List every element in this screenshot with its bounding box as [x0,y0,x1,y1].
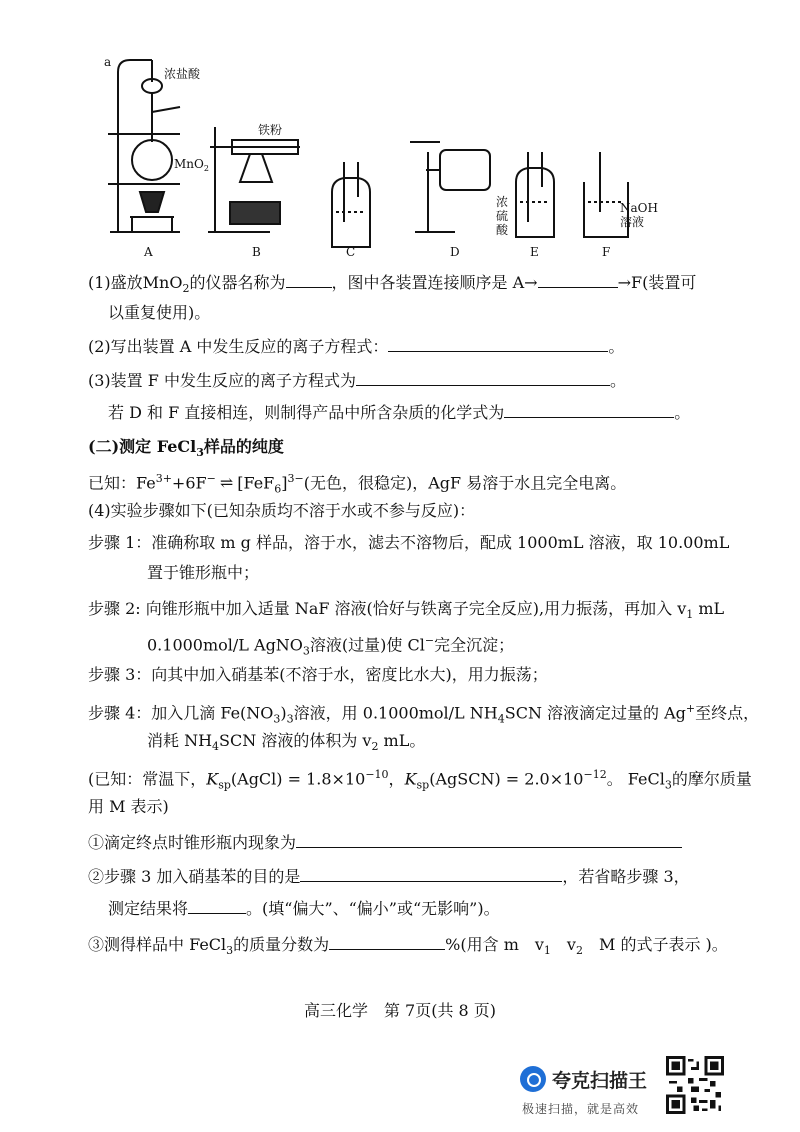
sub-question-2: ②步骤 3 加入硝基苯的目的是 ，若省略步骤 3， [88,867,690,886]
step-4: 步骤 4：加入几滴 $Fe(NO_3)_3$溶液，用 0.1000mol/L $NH_4SCN$ 溶液滴定过量的 Ag+至终点， [88,702,760,726]
answer-blank [356,371,610,386]
device-label-e: E [530,245,539,259]
device-e [516,152,554,237]
label-naoh: NaOH [620,201,658,215]
known-1: 已知：$Fe^{3+}+6F^-$ ⇌ $[FeF_6]^{3-}$(无色，很稳定)，AgF 易溶于水且完全电离。 [88,472,627,496]
device-c [332,162,370,247]
device-label-b: B [252,245,261,259]
answer-blank [296,833,682,848]
label-a: a [104,55,112,69]
scanner-logo-icon [520,1066,546,1092]
sub-question-2-cont: 测定结果将 。(填“偏大”、“偏小”或“无影响”)。 [108,899,500,918]
answer-blank [188,899,246,914]
sub-question-1: ①滴定终点时锥形瓶内现象为 [88,832,682,854]
question-3-cont: 若 D 和 F 直接相连，则制得产品中所含杂质的化学式为 。 [108,403,691,422]
device-b [208,127,300,232]
step-1: 步骤 1：准确称取 m g 样品，溶于水，滤去不溶物后，配成 1000mL 溶液，取 10.00mL [88,533,730,552]
known-2-cont: 用 M 表示) [88,797,169,816]
label-conc-h2so4-3: 酸 [496,223,509,237]
answer-blank [329,935,445,950]
question-1-cont: 以重复使用)。 [108,303,211,322]
qr-code-icon [666,1056,724,1114]
label-conc-hcl: 浓盐酸 [164,67,201,81]
device-label-a: A [144,245,153,259]
device-d [410,142,490,232]
scanner-watermark [520,1060,660,1120]
step-2-cont: 0.1000mol/L AgNO$_3$溶液(过量)使 Cl−完全沉淀； [147,634,515,658]
scanner-brand: 夸克扫描王 [552,1070,648,1092]
question-1: (1)盛放MnO$_2$的仪器名称为 ，图中各装置连接顺序是 A→ →F(装置可 [88,273,697,296]
known-2: (已知：常温下，$K_{sp}(AgCl) = 1.8\times 10^{-10}$，$K_{sp}(AgSCN) = 2.0\times 10^{-12}$。 FeCl$_3$的摩尔质量 [88,768,752,792]
step-2: 步骤 2: 向锥形瓶中加入适量 NaF 溶液(恰好与铁离子完全反应),用力振荡，再加入 $v_1$ mL [88,599,725,622]
answer-blank [504,403,674,418]
sub-question-3: ③测得样品中 FeCl$_3$的质量分数为 %(用含 m $v_1$ $v_2$ M 的式子表示 )。 [88,935,728,958]
step-4-cont: 消耗 $NH_4SCN$ 溶液的体积为 $v_2$ mL。 [147,731,426,754]
label-mno2: MnO$_2$ [174,157,209,173]
answer-blank [538,273,618,288]
question-3: (3)装置 F 中发生反应的离子方程式为 。 [88,371,626,390]
device-label-f: F [602,245,611,259]
scanner-slogan: 极速扫描，就是高效 [522,1102,640,1116]
step-1-cont: 置于锥形瓶中； [147,563,260,582]
label-iron-powder: 铁粉 [258,123,283,137]
question-4: (4)实验步骤如下(已知杂质均不溶于水或不参与反应)： [88,501,476,520]
question-2: (2)写出装置 A 中发生反应的离子方程式： 。 [88,337,625,356]
device-label-c: C [346,245,356,259]
answer-blank [300,867,562,882]
page-footer: 高三化学 第 7页(共 8 页) [303,1001,497,1020]
label-conc-h2so4-2: 硫 [496,209,509,223]
device-a [108,60,180,232]
answer-blank [286,273,332,288]
section-2-title: (二)测定 FeCl$_3$样品的纯度 [88,437,284,460]
answer-blank [388,337,608,352]
step-3: 步骤 3：向其中加入硝基苯(不溶于水，密度比水大)，用力振荡； [88,665,548,684]
label-conc-h2so4-1: 浓 [496,195,509,209]
apparatus-diagram [100,52,660,262]
label-naoh-solution: 溶液 [620,215,645,229]
device-label-d: D [450,245,460,259]
